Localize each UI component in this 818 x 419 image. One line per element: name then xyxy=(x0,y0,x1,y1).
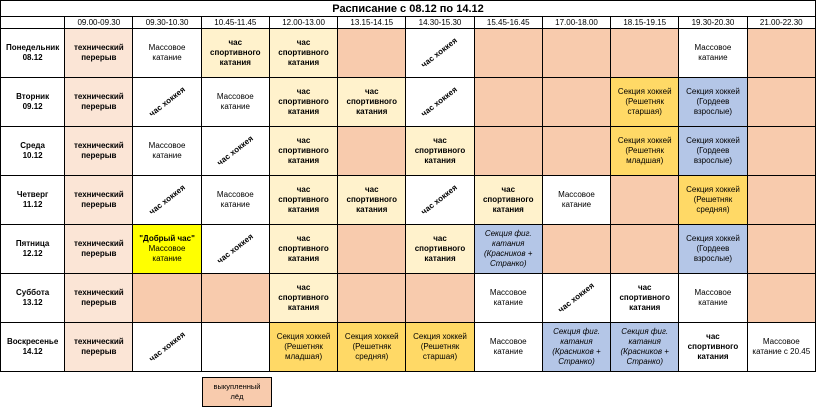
cell-line: (Красников + xyxy=(620,347,669,356)
cell-line: катание xyxy=(698,53,728,62)
cell-line: спортивного xyxy=(278,195,329,204)
cell-line: катания xyxy=(219,58,251,67)
schedule-cell-mass xyxy=(679,274,747,323)
day-date: 09.12 xyxy=(22,102,43,111)
schedule-cell-section xyxy=(611,78,679,127)
schedule-cell-fig xyxy=(611,323,679,372)
schedule-cell-bought xyxy=(611,176,679,225)
schedule-cell-bought xyxy=(406,274,474,323)
cell-line: час xyxy=(365,87,379,96)
day-label xyxy=(1,225,65,274)
schedule-cell-mass xyxy=(474,323,542,372)
cell-line: Массовое xyxy=(148,141,186,150)
cell-line: катания xyxy=(287,254,320,263)
cell-line: час xyxy=(637,283,652,292)
schedule-cell-hockey xyxy=(201,127,269,176)
day-date: 11.12 xyxy=(22,200,43,209)
hockey-hour-label: час хоккея xyxy=(215,133,255,168)
time-slot-header: 12.00-13.00 xyxy=(269,17,337,29)
cell-line: катания xyxy=(287,205,320,214)
schedule-cell-mass xyxy=(201,78,269,127)
schedule-cell-mass xyxy=(747,323,815,372)
legend-line: лёд xyxy=(230,392,244,401)
day-label xyxy=(1,78,65,127)
cell-line: Секция хоккей xyxy=(276,332,331,341)
day-row xyxy=(1,225,816,274)
cell-line: перерыв xyxy=(81,151,117,160)
cell-line: (Решетняк xyxy=(693,195,733,204)
cell-line: спортивного xyxy=(278,146,329,155)
schedule-cell-sport xyxy=(474,176,542,225)
cell-line: перерыв xyxy=(81,102,117,111)
schedule-cell-mass xyxy=(679,29,747,78)
cell-line: средняя) xyxy=(696,205,730,214)
hockey-hour-label: час хоккея xyxy=(556,280,596,315)
schedule-cell-bought xyxy=(747,29,815,78)
schedule-cell-section xyxy=(679,176,747,225)
schedule-cell-bought xyxy=(747,176,815,225)
cell-line: Массовое xyxy=(694,288,732,297)
legend-bought-ice xyxy=(202,377,272,407)
schedule-cell-bought xyxy=(201,274,269,323)
cell-line: катания xyxy=(424,156,456,165)
schedule-cell-bought xyxy=(474,29,542,78)
schedule-cell-section xyxy=(269,323,337,372)
cell-line: спортивного xyxy=(278,48,329,57)
schedule-cell-hockey xyxy=(406,176,474,225)
schedule-cell-blue xyxy=(679,78,747,127)
cell-line: технический xyxy=(73,92,124,101)
cell-line: час xyxy=(365,185,379,194)
cell-line: час xyxy=(296,38,311,47)
cell-line: Секция хоккей xyxy=(686,185,740,194)
schedule-cell-section xyxy=(406,323,474,372)
day-name: Четверг xyxy=(16,190,49,199)
schedule-cell-sport xyxy=(269,225,337,274)
cell-line: катания xyxy=(629,303,661,312)
schedule-cell-bought xyxy=(474,127,542,176)
cell-line: катания xyxy=(492,205,524,214)
day-label xyxy=(1,274,65,323)
cell-line: технический xyxy=(73,190,124,199)
cell-line: Массовое xyxy=(216,190,254,199)
day-name: Воскресенье xyxy=(6,337,59,346)
schedule-cell-bought xyxy=(542,127,610,176)
schedule-cell-mass xyxy=(542,176,610,225)
schedule-cell-sport xyxy=(338,176,406,225)
cell-line: катание xyxy=(493,298,523,307)
cell-line: Секция хоккей xyxy=(686,87,740,96)
cell-line: катания xyxy=(628,337,661,346)
day-name: Пятница xyxy=(15,239,50,248)
cell-line: час xyxy=(296,87,311,96)
cell-line: перерыв xyxy=(81,298,117,307)
schedule-cell-tech xyxy=(65,225,133,274)
title-row xyxy=(1,1,816,17)
cell-line: Секция хоккей xyxy=(617,87,672,96)
schedule-cell-sport xyxy=(406,127,474,176)
time-slot-header: 14.30-15.30 xyxy=(406,17,474,29)
schedule-cell-bought xyxy=(338,225,406,274)
hockey-hour-label: час хоккея xyxy=(419,182,460,217)
schedule-cell-bought xyxy=(542,225,610,274)
cell-line: Массовое xyxy=(148,43,186,52)
schedule-cell-tech xyxy=(65,323,133,372)
schedule-cell-hockey xyxy=(542,274,610,323)
time-slot-header: 13.15-14.15 xyxy=(338,17,406,29)
cell-line: час xyxy=(501,185,516,194)
time-slot-header: 21.00-22.30 xyxy=(747,17,815,29)
cell-line: Секция фиг. xyxy=(553,327,600,336)
cell-line: катания xyxy=(424,254,456,263)
cell-line: старшая) xyxy=(422,352,458,361)
day-date: 12.12 xyxy=(22,249,43,258)
schedule-cell-blue xyxy=(679,127,747,176)
day-name: Понедельник xyxy=(6,43,60,52)
cell-line: Секция хоккей xyxy=(686,136,740,145)
time-slot-header: 10.45-11.45 xyxy=(201,17,269,29)
cell-line: (Гордеев xyxy=(696,97,730,106)
schedule-cell-blue xyxy=(679,225,747,274)
schedule-cell-mass xyxy=(474,274,542,323)
day-row xyxy=(1,274,816,323)
cell-line: час xyxy=(433,234,447,243)
cell-line: "Добрый час" xyxy=(139,234,195,243)
day-date: 08.12 xyxy=(22,53,43,62)
cell-line: Массовое xyxy=(694,43,732,52)
cell-line: технический xyxy=(73,288,124,297)
time-slot-header: 18.15-19.15 xyxy=(611,17,679,29)
day-row xyxy=(1,176,816,225)
schedule-cell-tech xyxy=(65,274,133,323)
day-label xyxy=(1,127,65,176)
schedule-cell-bought xyxy=(542,78,610,127)
schedule-cell-bought xyxy=(747,274,815,323)
schedule-cell-section xyxy=(338,323,406,372)
cell-line: катание xyxy=(493,347,523,356)
time-slot-header: 09.30-10.30 xyxy=(133,17,201,29)
cell-line: технический xyxy=(73,43,124,52)
schedule-cell-sport xyxy=(338,78,406,127)
cell-line: катания xyxy=(287,107,320,116)
cell-line: Секция фиг. xyxy=(621,327,669,336)
cell-line: (Гордеев xyxy=(696,146,730,155)
cell-line: час xyxy=(296,185,311,194)
day-name: Среда xyxy=(20,141,45,150)
cell-line: катание с 20.45 xyxy=(752,347,811,356)
cell-line: катания xyxy=(492,239,525,248)
schedule-cell-hockey xyxy=(406,29,474,78)
day-name: Вторник xyxy=(16,92,50,101)
hockey-hour-label: час хоккея xyxy=(147,84,187,119)
cell-line: Странко) xyxy=(626,357,663,366)
cell-line: спортивного xyxy=(619,293,670,302)
cell-line: младшая) xyxy=(284,352,323,361)
schedule-cell-mass xyxy=(133,29,201,78)
schedule-cell-bought xyxy=(338,29,406,78)
cell-line: катание xyxy=(220,200,250,209)
cell-line: час xyxy=(296,136,311,145)
schedule-cell-bought xyxy=(133,274,201,323)
cell-line: час xyxy=(296,234,311,243)
cell-line: катание xyxy=(152,53,182,62)
cell-line: младшая) xyxy=(626,156,664,165)
cell-line: спортивного xyxy=(210,48,261,57)
hockey-hour-label: час хоккея xyxy=(419,35,460,70)
schedule-cell-hockey xyxy=(133,323,201,372)
day-label xyxy=(1,29,65,78)
cell-line: спортивного xyxy=(278,293,329,302)
schedule-cell-sport xyxy=(269,78,337,127)
cell-line: (Решетняк xyxy=(625,97,665,106)
schedule-cell-bought xyxy=(338,127,406,176)
day-name: Суббота xyxy=(16,288,50,297)
cell-line: Массовое xyxy=(148,244,186,253)
schedule-cell-fig xyxy=(542,323,610,372)
schedule-cell-sport xyxy=(269,176,337,225)
legend-line: выкупленный xyxy=(213,382,261,391)
cell-line: технический xyxy=(73,239,124,248)
schedule-cell-mass xyxy=(201,176,269,225)
schedule-cell-hockey xyxy=(133,176,201,225)
cell-line: (Решетняк xyxy=(625,146,665,155)
hockey-hour-label: час хоккея xyxy=(419,84,460,119)
cell-line: час xyxy=(706,332,720,341)
day-row xyxy=(1,323,816,372)
cell-line: катание xyxy=(561,200,592,209)
schedule-cell-yellow xyxy=(133,225,201,274)
cell-line: спортивного xyxy=(482,195,534,204)
schedule-cell-fig xyxy=(474,225,542,274)
cell-line: взрослые) xyxy=(693,254,733,263)
cell-line: катания xyxy=(287,58,320,67)
cell-line: Секция фиг. xyxy=(484,229,532,238)
schedule-title: Расписание с 08.12 по 14.12 xyxy=(1,1,816,17)
cell-line: спортивного xyxy=(346,195,398,204)
schedule-cell-bought xyxy=(474,78,542,127)
cell-line: катание xyxy=(152,151,182,160)
cell-line: катания xyxy=(697,352,729,361)
hockey-hour-label: час хоккея xyxy=(215,231,255,266)
schedule-cell-sport xyxy=(201,29,269,78)
cell-line: взрослые) xyxy=(693,156,733,165)
cell-line: катания xyxy=(356,205,388,214)
time-slot-header: 15.45-16.45 xyxy=(474,17,542,29)
cell-line: Массовое xyxy=(558,190,595,199)
schedule-cell-bought xyxy=(747,225,815,274)
schedule-cell-section xyxy=(611,127,679,176)
cell-line: катание xyxy=(152,254,182,263)
cell-line: спортивного xyxy=(414,146,466,155)
schedule-cell-tech xyxy=(65,127,133,176)
cell-line: катания xyxy=(560,337,593,346)
cell-line: (Гордеев xyxy=(696,244,730,253)
schedule-cell-bought xyxy=(542,29,610,78)
cell-line: катания xyxy=(356,107,388,116)
schedule-cell-bold-sport xyxy=(611,274,679,323)
cell-line: катание xyxy=(220,102,250,111)
cell-line: (Решетняк xyxy=(420,342,460,351)
cell-line: катания xyxy=(287,303,320,312)
cell-line: час xyxy=(296,283,311,292)
cell-line: катания xyxy=(287,156,320,165)
cell-line: спортивного xyxy=(278,244,329,253)
schedule-cell-tech xyxy=(65,29,133,78)
schedule-cell-hockey xyxy=(406,78,474,127)
cell-line: спортивного xyxy=(278,97,329,106)
time-slot-header: 19.30-20.30 xyxy=(679,17,747,29)
cell-line: час xyxy=(433,136,447,145)
day-date: 13.12 xyxy=(22,298,43,307)
schedule-cell-bold-sport xyxy=(679,323,747,372)
schedule-cell-bought xyxy=(338,274,406,323)
cell-line: (Решетняк xyxy=(352,342,392,351)
day-label xyxy=(1,176,65,225)
corner-cell xyxy=(1,17,65,29)
cell-line: Секция хоккей xyxy=(413,332,467,341)
cell-line: перерыв xyxy=(81,53,117,62)
cell-line: спортивного xyxy=(414,244,466,253)
schedule-cell-bought xyxy=(747,127,815,176)
schedule-cell-mass xyxy=(133,127,201,176)
schedule-cell-bought xyxy=(747,78,815,127)
cell-line: Секция хоккей xyxy=(617,136,672,145)
schedule-cell-bought xyxy=(611,225,679,274)
cell-line: (Решетняк xyxy=(284,342,323,351)
cell-line: средняя) xyxy=(355,352,389,361)
cell-line: катание xyxy=(698,298,728,307)
cell-line: Странко) xyxy=(558,357,595,366)
cell-line: (Красников + xyxy=(484,249,533,258)
hockey-hour-label: час хоккея xyxy=(147,182,187,217)
cell-line: Секция хоккей xyxy=(686,234,740,243)
cell-line: Странко) xyxy=(489,259,527,268)
schedule-cell-hockey xyxy=(133,78,201,127)
cell-line: технический xyxy=(73,337,124,346)
cell-line: час xyxy=(228,38,243,47)
schedule-cell-sport xyxy=(269,274,337,323)
schedule-cell-sport xyxy=(406,225,474,274)
time-slot-header: 09.00-09.30 xyxy=(65,17,133,29)
cell-line: перерыв xyxy=(81,347,117,356)
schedule-cell-sport xyxy=(269,29,337,78)
day-date: 10.12 xyxy=(22,151,43,160)
schedule-cell-white xyxy=(201,323,269,372)
schedule-cell-bought xyxy=(611,29,679,78)
schedule-cell-tech xyxy=(65,78,133,127)
schedule-cell-sport xyxy=(269,127,337,176)
cell-line: (Красников + xyxy=(552,347,601,356)
day-label xyxy=(1,323,65,372)
schedule-cell-tech xyxy=(65,176,133,225)
cell-line: Массовое xyxy=(489,337,527,346)
cell-line: перерыв xyxy=(81,249,117,258)
time-header-row xyxy=(1,17,816,29)
cell-line: перерыв xyxy=(81,200,117,209)
day-row xyxy=(1,78,816,127)
time-slot-header: 17.00-18.00 xyxy=(542,17,610,29)
cell-line: технический xyxy=(73,141,124,150)
day-date: 14.12 xyxy=(22,347,43,356)
schedule-cell-hockey xyxy=(201,225,269,274)
hockey-hour-label: час хоккея xyxy=(147,329,187,364)
day-row xyxy=(1,29,816,78)
cell-line: Массовое xyxy=(489,288,527,297)
cell-line: Секция хоккей xyxy=(344,332,399,341)
cell-line: старшая) xyxy=(627,107,662,116)
cell-line: Массовое xyxy=(216,92,254,101)
day-row xyxy=(1,127,816,176)
cell-line: спортивного xyxy=(687,342,739,351)
cell-line: взрослые) xyxy=(693,107,733,116)
cell-line: Массовое xyxy=(762,337,800,346)
cell-line: спортивного xyxy=(346,97,398,106)
